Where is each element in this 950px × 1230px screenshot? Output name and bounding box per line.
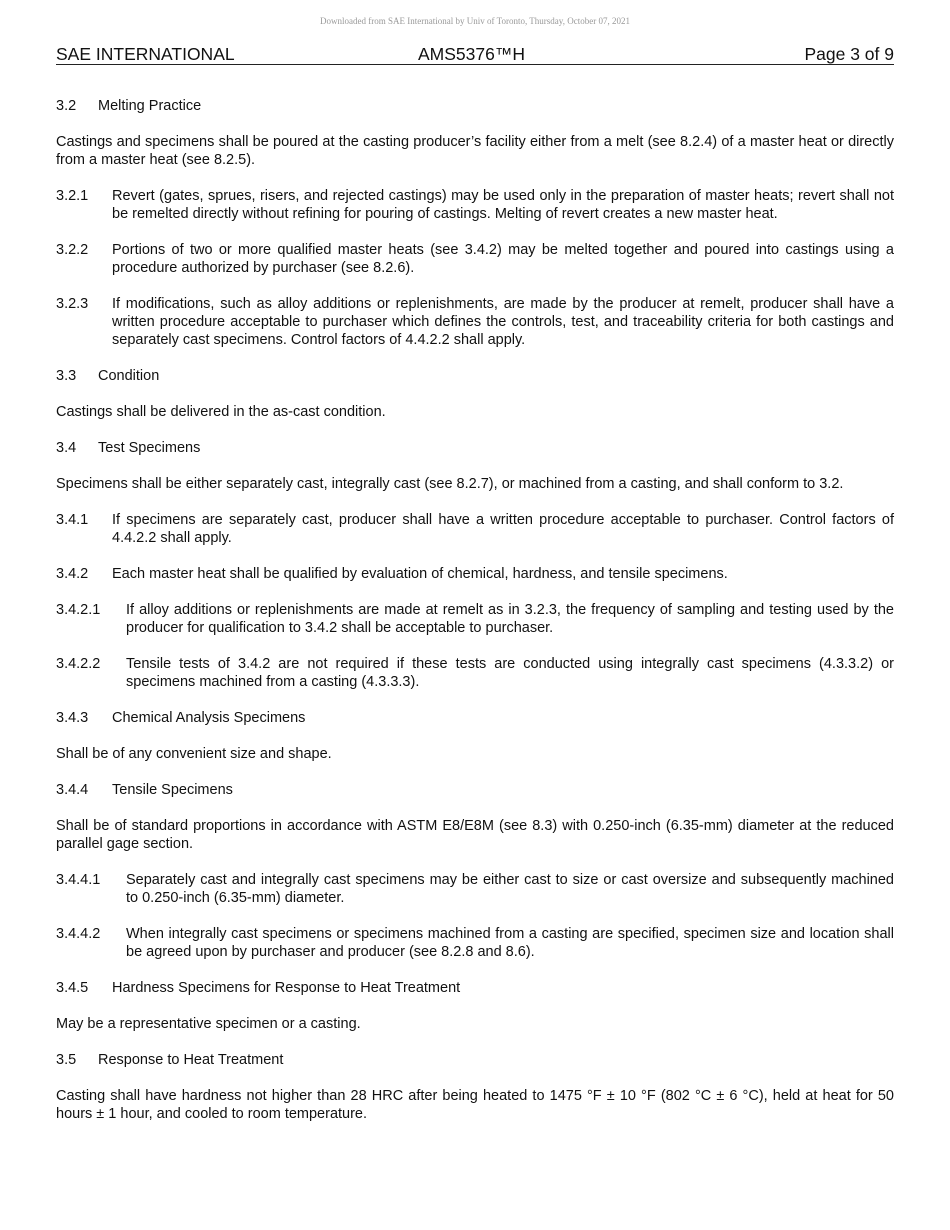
section-number: 3.4.4	[56, 782, 89, 798]
subsection-number: 3.4.4.2	[56, 926, 101, 942]
subsection-3-4-2-2	[56, 655, 894, 691]
section-heading-3-2	[56, 97, 894, 115]
subsection-number: 3.4.4.1	[56, 872, 101, 888]
subsection-3-2-2	[56, 241, 894, 277]
header-doc-id: AMS5376™H	[418, 44, 525, 64]
section-heading-3-4-4	[56, 781, 894, 799]
header-org: SAE INTERNATIONAL	[56, 44, 235, 64]
section-title: Hardness Specimens for Response to Heat Treatment	[112, 980, 461, 996]
subsection-number: 3.4.2	[56, 566, 89, 582]
subsection-number: 3.4.2.2	[56, 656, 101, 672]
subsection-3-4-4-1	[56, 871, 894, 907]
subsection-number: 3.2.2	[56, 242, 89, 258]
download-watermark: Downloaded from SAE International by Univ of Toronto, Thursday, October 07, 2021	[320, 16, 630, 26]
section-number: 3.5	[56, 1052, 77, 1068]
section-title: Chemical Analysis Specimens	[112, 710, 306, 726]
subsection-text: Each master heat shall be qualified by evaluation of chemical, hardness, and tensile specimens.	[112, 566, 728, 582]
page-header	[56, 44, 894, 65]
subsection-text: Portions of two or more qualified master heats (see 3.4.2) may be melted together and poured into castings using a procedure authorized by purchaser (see 8.2.6).	[112, 242, 894, 276]
subsection-number: 3.4.2.1	[56, 602, 101, 618]
section-title: Melting Practice	[98, 98, 202, 114]
section-title: Response to Heat Treatment	[98, 1052, 284, 1068]
subsection-text: Separately cast and integrally cast specimens may be either cast to size or cast oversize and subsequently machined to 0.250-inch (6.35-mm) diameter.	[126, 872, 894, 906]
header-page-number: Page 3 of 9	[804, 44, 894, 64]
section-heading-3-4-5	[56, 979, 894, 997]
section-heading-3-4	[56, 439, 894, 457]
section-number: 3.4	[56, 440, 77, 456]
paragraph: May be a representative specimen or a casting.	[56, 1016, 361, 1032]
section-heading-3-4-3	[56, 709, 894, 727]
section-title: Test Specimens	[98, 440, 201, 456]
section-title: Condition	[98, 368, 160, 384]
subsection-text: If alloy additions or replenishments are made at remelt as in 3.2.3, the frequency of sampling and testing used by the producer for qualification to 3.4.2 shall be acceptable to purchaser.	[126, 602, 894, 636]
subsection-number: 3.2.3	[56, 296, 89, 312]
section-heading-3-5	[56, 1051, 894, 1069]
subsection-text: Tensile tests of 3.4.2 are not required if these tests are conducted using integrally cast specimens (4.3.3.2) or specimens machined from a casting (4.3.3.3).	[126, 656, 894, 690]
subsection-text: When integrally cast specimens or specimens machined from a casting are specified, specimen size and location shall be agreed upon by purchaser and producer (see 8.2.8 and 8.6).	[126, 926, 894, 960]
paragraph: Shall be of any convenient size and shape.	[56, 746, 332, 762]
subsection-3-4-2-1	[56, 601, 894, 637]
subsection-3-4-4-2	[56, 925, 894, 961]
document-body	[56, 97, 894, 1141]
section-title: Tensile Specimens	[112, 782, 233, 798]
paragraph: Castings shall be delivered in the as-cast condition.	[56, 404, 386, 420]
paragraph: Shall be of standard proportions in accordance with ASTM E8/E8M (see 8.3) with 0.250-inch (6.35-mm) diameter at the reduced parallel gage section.	[56, 818, 894, 852]
subsection-3-4-1	[56, 511, 894, 547]
subsection-number: 3.2.1	[56, 188, 89, 204]
section-number: 3.4.5	[56, 980, 89, 996]
subsection-number: 3.4.1	[56, 512, 89, 528]
subsection-3-2-3	[56, 295, 894, 349]
section-heading-3-3	[56, 367, 894, 385]
subsection-text: Revert (gates, sprues, risers, and rejected castings) may be used only in the preparation of master heats; revert shall not be remelted directly without refining for pouring of castings. Melting of revert creates a new master heat.	[112, 188, 894, 222]
subsection-text: If specimens are separately cast, producer shall have a written procedure acceptable to purchaser. Control factors of 4.4.2.2 shall apply.	[112, 512, 894, 546]
section-number: 3.3	[56, 368, 77, 384]
subsection-3-2-1	[56, 187, 894, 223]
paragraph: Castings and specimens shall be poured at the casting producer’s facility either from a melt (see 8.2.4) of a master heat or directly from a master heat (see 8.2.5).	[56, 134, 894, 168]
section-number: 3.2	[56, 98, 77, 114]
section-number: 3.4.3	[56, 710, 89, 726]
paragraph: Specimens shall be either separately cast, integrally cast (see 8.2.7), or machined from a casting, and shall conform to 3.2.	[56, 476, 844, 492]
subsection-3-4-2	[56, 565, 894, 583]
subsection-text: If modifications, such as alloy additions or replenishments, are made by the producer at remelt, producer shall have a written procedure acceptable to purchaser which defines the controls, test, and traceability criteria for both castings and separately cast specimens. Control factors of 4.4.2.2 shall apply.	[112, 296, 894, 348]
paragraph: Casting shall have hardness not higher than 28 HRC after being heated to 1475 °F ± 10 °F (802 °C ± 6 °C), held at heat for 50 hours ± 1 hour, and cooled to room temperature.	[56, 1088, 894, 1122]
